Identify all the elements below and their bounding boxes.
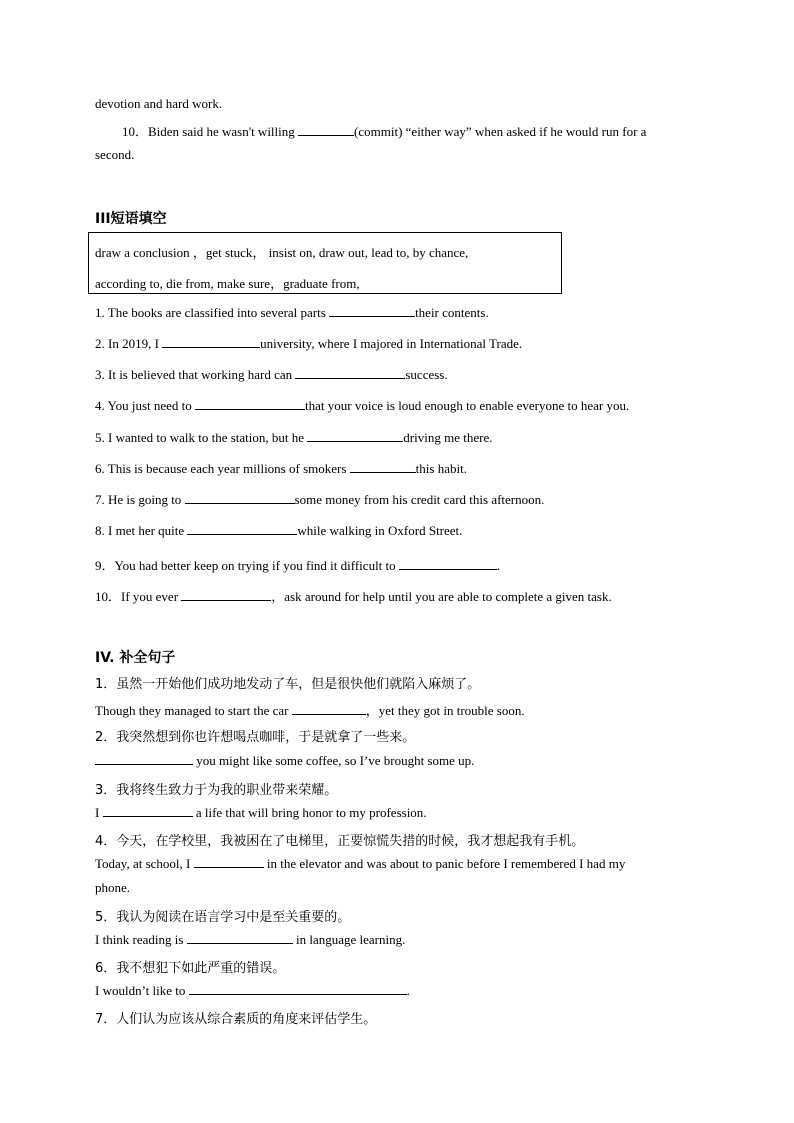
- answer-blank[interactable]: [350, 461, 416, 473]
- question-text: that your voice is loud enough to enable everyone to hear you.: [305, 398, 630, 413]
- question-text: 4. You just need to: [95, 398, 196, 413]
- answer-blank[interactable]: [187, 932, 293, 944]
- question-text: I: [95, 805, 103, 820]
- phrase-question-2: [95, 336, 522, 352]
- question-text: success.: [405, 367, 448, 382]
- answer-blank[interactable]: [194, 856, 264, 868]
- answer-blank[interactable]: [187, 523, 297, 535]
- phrase-question-10: [95, 586, 612, 605]
- phrase-question-1: [95, 305, 489, 321]
- question-text: while walking in Oxford Street.: [297, 523, 463, 538]
- question-text: 2. In 2019, I: [95, 336, 163, 351]
- q5-english: [95, 932, 405, 948]
- question-text: you might like some coffee, so I’ve brought some up.: [193, 753, 475, 768]
- answer-blank[interactable]: [181, 589, 271, 601]
- answer-blank[interactable]: [292, 703, 366, 715]
- question-text: 6. This is because each year millions of smokers: [95, 461, 350, 476]
- section4-heading: IV. 补全句子: [95, 650, 176, 666]
- q4-chinese: 4．今天，在学校里，我被困在了电梯里，正要惊慌失措的时候，我才想起我有手机。: [95, 834, 585, 849]
- phrase-question-7: [95, 492, 544, 508]
- question-text: a life that will bring honor to my profession.: [192, 805, 427, 820]
- answer-blank[interactable]: [185, 492, 295, 504]
- phrase-question-6: [95, 461, 467, 477]
- answer-blank[interactable]: [329, 305, 415, 317]
- question-text: driving me there.: [403, 430, 493, 445]
- question-text: 3. It is believed that working hard can: [95, 367, 296, 382]
- q2-english: [95, 753, 474, 769]
- question-text: I think reading is: [95, 932, 187, 947]
- question-text: Today, at school, I: [95, 856, 194, 871]
- phrase-bank-box: [88, 232, 562, 294]
- q7-chinese: 7．人们认为应该从综合素质的角度来评估学生。: [95, 1012, 377, 1027]
- phrase-question-5: [95, 430, 492, 446]
- question-text: this habit.: [415, 461, 467, 476]
- question-text: 8. I met her quite: [95, 523, 188, 538]
- q4-english-continuation: phone.: [95, 880, 131, 895]
- q10-text-a: 10．Biden said he wasn't willing: [122, 124, 299, 139]
- q9-continuation: devotion and hard work.: [95, 96, 223, 111]
- answer-blank[interactable]: [103, 805, 193, 817]
- q6-chinese: 6．我不想犯下如此严重的错误。: [95, 961, 286, 976]
- question-text: 7. He is going to: [95, 492, 185, 507]
- question-text: ，ask around for help until you are able to complete a given task.: [271, 589, 612, 604]
- q10-continuation: second.: [95, 147, 135, 162]
- phrase-bank-line-1: draw a conclusion ，get stuck， insist on, draw out, lead to, by chance,: [95, 245, 469, 260]
- q10-line: [122, 121, 646, 140]
- q1-chinese: 1．虽然一开始他们成功地发动了车，但是很快他们就陷入麻烦了。: [95, 677, 481, 692]
- question-text: .: [406, 983, 410, 998]
- question-text: their contents.: [415, 305, 489, 320]
- answer-blank[interactable]: [195, 398, 305, 410]
- question-text: Though they managed to start the car: [95, 703, 292, 718]
- q4-english: [95, 856, 625, 872]
- q5-chinese: 5．我认为阅读在语言学习中是至关重要的。: [95, 910, 351, 925]
- phrase-question-8: [95, 523, 462, 539]
- q2-chinese: 2．我突然想到你也许想喝点咖啡，于是就拿了一些来。: [95, 730, 416, 745]
- phrase-question-4: [95, 398, 629, 414]
- question-text: ，yet they got in trouble soon.: [365, 703, 525, 718]
- q6-english: [95, 983, 410, 999]
- q3-english: [95, 805, 427, 821]
- phrase-question-9: [95, 555, 500, 574]
- question-text: 5. I wanted to walk to the station, but he: [95, 430, 308, 445]
- question-text: 10．If you ever: [95, 589, 182, 604]
- question-text: .: [496, 558, 501, 573]
- q10-blank[interactable]: [298, 124, 354, 136]
- q10-text-b: (commit) “either way” when asked if he would run for a: [354, 124, 647, 139]
- question-text: I wouldn’t like to: [95, 983, 189, 998]
- q1-english: [95, 700, 525, 719]
- answer-blank[interactable]: [307, 430, 403, 442]
- answer-blank[interactable]: [295, 367, 405, 379]
- question-text: 9．You had better keep on trying if you find it difficult to: [95, 558, 399, 573]
- answer-blank[interactable]: [162, 336, 260, 348]
- answer-blank[interactable]: [399, 558, 497, 570]
- question-text: in language learning.: [292, 932, 406, 947]
- question-text: some money from his credit card this afternoon.: [294, 492, 545, 507]
- question-text: in the elevator and was about to panic before I remembered I had my: [263, 856, 626, 871]
- q3-chinese: 3．我将终生致力于为我的职业带来荣耀。: [95, 783, 338, 798]
- answer-blank[interactable]: [95, 753, 193, 765]
- answer-blank[interactable]: [189, 983, 407, 995]
- question-text: university, where I majored in International Trade.: [260, 336, 523, 351]
- section3-heading: III短语填空: [95, 211, 167, 227]
- question-text: 1. The books are classified into several parts: [95, 305, 330, 320]
- phrase-question-3: [95, 367, 448, 383]
- phrase-bank-line-2: according to, die from, make sure，graduate from,: [95, 276, 360, 291]
